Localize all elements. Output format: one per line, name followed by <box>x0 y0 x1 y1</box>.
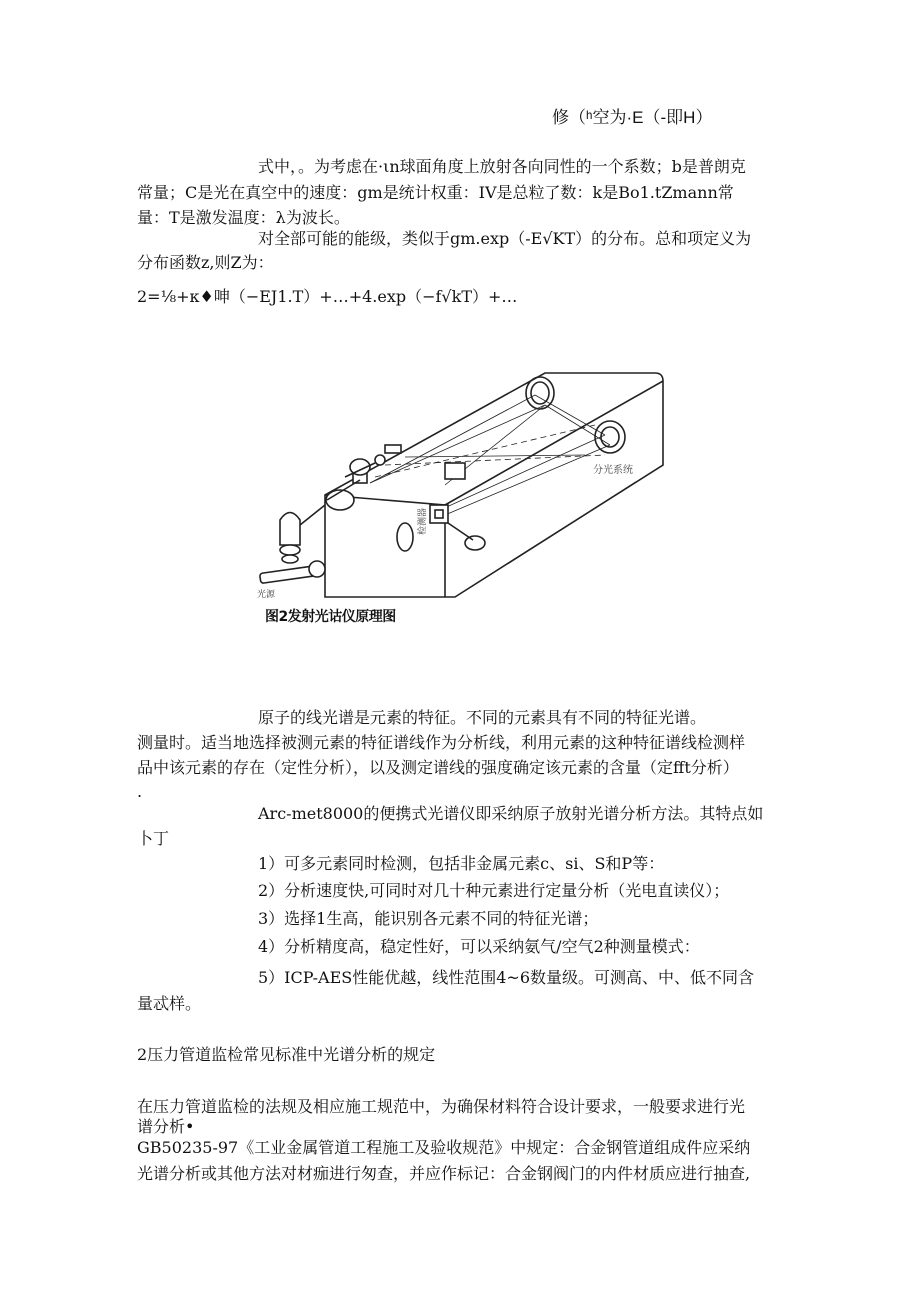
para4-line2: 卜丁 <box>137 829 170 848</box>
feature-item-1: 1）可多元素同时检测，包括非金属元素c、si、S和P等： <box>258 854 665 873</box>
para3-line4: . <box>137 782 143 801</box>
spectrometer-diagram <box>245 365 665 605</box>
para3-line3: 品中该元素的存在（定性分析），以及测定谱线的强度确定该元素的含量（定fft分析） <box>137 758 739 777</box>
para1-line3: 量：T是激发温度：λ为波长。 <box>137 208 350 227</box>
feature-item-5: 5）ICP-AES性能优越，线性范围4~6数量级。可测高、中、低不同含 <box>258 968 755 987</box>
para5-line1: 在压力管道监检的法规及相应施工规范中，为确保材料符合设计要求，一般要求进行光 <box>137 1097 746 1116</box>
para5-line2: 谱分析• <box>137 1117 195 1136</box>
formula2: 2=⅛+κ♦呻（−EJ1.T）+…+4.exp（−f√kT）+… <box>137 287 518 306</box>
label-dispersion: 分光系统 <box>593 465 633 476</box>
label-detector: 检测器 <box>418 507 428 535</box>
feature-item-4: 4）分析精度高，稳定性好，可以采纳氨气/空气2种测量模式： <box>258 937 700 956</box>
para1-line2: 常量；C是光在真空中的速度：gm是统计权重：IV是总粒了数：k是Bo1.tZmann常 <box>137 183 734 202</box>
figure-caption: 图2发射光诂仪原理图 <box>265 609 396 625</box>
para2-line1: 对全部可能的能级，类似于gm.exp（-E√KT）的分布。总和项定义为 <box>258 229 752 248</box>
section-heading: 2压力管道监检常见标准中光谱分析的规定 <box>137 1045 436 1064</box>
para3-line2: 测量时。适当地选择被测元素的特征谱线作为分析线，利用元素的这种特征谱线检测样 <box>137 733 746 752</box>
para5-line3: GB50235-97《工业金属管道工程施工及验收规范》中规定：合金钢管道组成件应采纳 <box>137 1138 751 1157</box>
header-formula: 修（ʰ空为·E（-即H） <box>552 108 713 127</box>
label-source: 光源 <box>257 590 276 600</box>
para5-line4: 光谱分析或其他方法对材痂进行匆查，并应作标记：合金钢阀门的内件材质应进行抽查, <box>137 1164 751 1183</box>
para2-line2: 分布函数z,则Z为： <box>137 253 274 272</box>
para1-line1: 式中，。为考虑在·ιn球面角度上放射各向同性的一个系数；b是普朗克 <box>258 157 746 176</box>
para3-line1: 原子的线光谱是元素的特征。不同的元素具有不同的特征光谱。 <box>258 708 707 727</box>
feature-item-2: 2）分析速度快,可同时对几十种元素进行定量分析（光电直读仪）； <box>258 881 730 900</box>
feature-item-3: 3）选择1生高，能识别各元素不同的特征光谱； <box>258 909 599 928</box>
feature-item-5-cont: 量忒样。 <box>137 994 202 1013</box>
para4-line1: Arc-met8000的便携式光谱仪即采纳原子放射光谱分析方法。其特点如 <box>258 804 764 823</box>
